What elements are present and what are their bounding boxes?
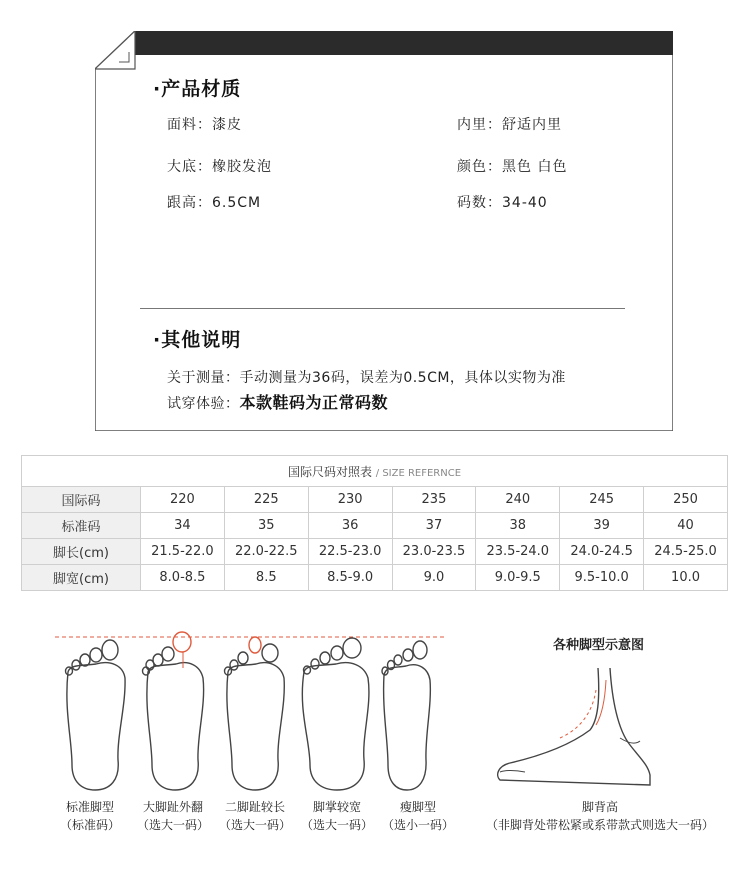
foot-label-standard	[50, 798, 130, 834]
instep-name: 脚背高	[581, 800, 618, 814]
foot-type-name: 脚掌较宽	[312, 800, 361, 814]
foot-type-name: 大脚趾外翻	[142, 800, 203, 814]
caption-cn: 国际尺码对照表	[287, 464, 372, 479]
table-cell: 9.0-9.5	[476, 565, 560, 591]
table-cell: 24.0-24.5	[560, 539, 644, 565]
foot-type-section	[0, 620, 750, 871]
fit-label: 试穿体验：	[167, 396, 240, 412]
foot-label-wide	[297, 798, 377, 834]
table-cell: 8.5-9.0	[308, 565, 392, 591]
table-cell: 230	[308, 487, 392, 513]
row-header: 标准码	[22, 513, 141, 539]
measure-text: 手动测量为36码，误差为0.5CM，具体以实物为准	[239, 370, 566, 386]
table-cell: 250	[644, 487, 728, 513]
table-cell: 220	[141, 487, 225, 513]
field-color	[457, 156, 567, 176]
table-cell: 9.0	[392, 565, 476, 591]
table-cell: 40	[644, 513, 728, 539]
field-fabric	[167, 114, 242, 134]
material-title: ·产品材质	[153, 78, 242, 100]
table-row	[22, 513, 728, 539]
field-lining	[457, 114, 562, 134]
table-cell: 9.5-10.0	[560, 565, 644, 591]
table-row	[22, 487, 728, 513]
field-value: 34-40	[502, 195, 548, 211]
field-label: 面料：	[167, 117, 212, 133]
table-cell: 245	[560, 487, 644, 513]
row-header: 脚长(cm)	[22, 539, 141, 565]
diagram-title: 各种脚型示意图	[553, 638, 645, 653]
caption-en: / SIZE REFERNCE	[375, 467, 462, 479]
other-title: ·其他说明	[153, 329, 242, 351]
table-cell: 8.0-8.5	[141, 565, 225, 591]
field-value: 舒适内里	[502, 117, 562, 133]
foot-type-name: 二脚趾较长	[224, 800, 285, 814]
field-label: 码数：	[457, 195, 502, 211]
foot-type-advice: （选大一码）	[218, 818, 291, 832]
field-value: 漆皮	[212, 117, 242, 133]
table-cell: 37	[392, 513, 476, 539]
table-cell: 23.0-23.5	[392, 539, 476, 565]
table-cell: 22.0-22.5	[224, 539, 308, 565]
field-value: 黑色 白色	[502, 159, 568, 175]
table-cell: 22.5-23.0	[308, 539, 392, 565]
foot-long-second-toe-icon	[225, 637, 285, 790]
table-cell: 36	[308, 513, 392, 539]
measure-note	[167, 367, 566, 387]
foot-bunion-icon	[143, 632, 204, 790]
size-table	[21, 455, 728, 591]
product-info-card	[95, 31, 673, 431]
table-cell: 8.5	[224, 565, 308, 591]
foot-label-long-second-toe	[215, 798, 295, 834]
row-header: 脚宽(cm)	[22, 565, 141, 591]
foot-type-advice: （选大一码）	[136, 818, 209, 832]
table-caption	[22, 456, 728, 487]
foot-label-slim	[378, 798, 458, 834]
field-value: 橡胶发泡	[212, 159, 272, 175]
table-cell: 35	[224, 513, 308, 539]
foot-type-name: 瘦脚型	[399, 800, 436, 814]
measure-label: 关于测量：	[167, 370, 240, 386]
field-heel-height	[167, 192, 261, 212]
table-row	[22, 539, 728, 565]
table-cell: 38	[476, 513, 560, 539]
table-cell: 235	[392, 487, 476, 513]
table-cell: 34	[141, 513, 225, 539]
foot-type-name: 标准脚型	[65, 800, 114, 814]
table-cell: 21.5-22.0	[141, 539, 225, 565]
instep-side-view-icon	[498, 668, 650, 785]
instep-advice: （非脚背处带松紧或系带款式则选大一码）	[485, 818, 714, 832]
foot-slim-icon	[382, 641, 430, 790]
field-sole	[167, 156, 272, 176]
foot-type-advice: （标准码）	[59, 818, 120, 832]
field-label: 颜色：	[457, 159, 502, 175]
row-header: 国际码	[22, 487, 141, 513]
table-cell: 23.5-24.0	[476, 539, 560, 565]
field-value: 6.5CM	[212, 195, 262, 211]
field-size-range	[457, 192, 548, 212]
section-divider	[140, 308, 625, 309]
table-cell: 10.0	[644, 565, 728, 591]
table-cell: 240	[476, 487, 560, 513]
foot-label-instep	[480, 798, 720, 834]
fit-note	[167, 390, 388, 413]
foot-type-advice: （选大一码）	[300, 818, 373, 832]
table-cell: 24.5-25.0	[644, 539, 728, 565]
foot-standard-icon	[66, 640, 126, 790]
table-caption-row	[22, 456, 728, 487]
field-label: 内里：	[457, 117, 502, 133]
foot-wide-icon	[302, 638, 369, 790]
fit-text: 本款鞋码为正常码数	[239, 393, 389, 412]
foot-type-advice: （选小一码）	[381, 818, 454, 832]
table-row	[22, 565, 728, 591]
table-cell: 39	[560, 513, 644, 539]
table-cell: 225	[224, 487, 308, 513]
field-label: 跟高：	[167, 195, 212, 211]
field-label: 大底：	[167, 159, 212, 175]
foot-label-bunion	[133, 798, 213, 834]
